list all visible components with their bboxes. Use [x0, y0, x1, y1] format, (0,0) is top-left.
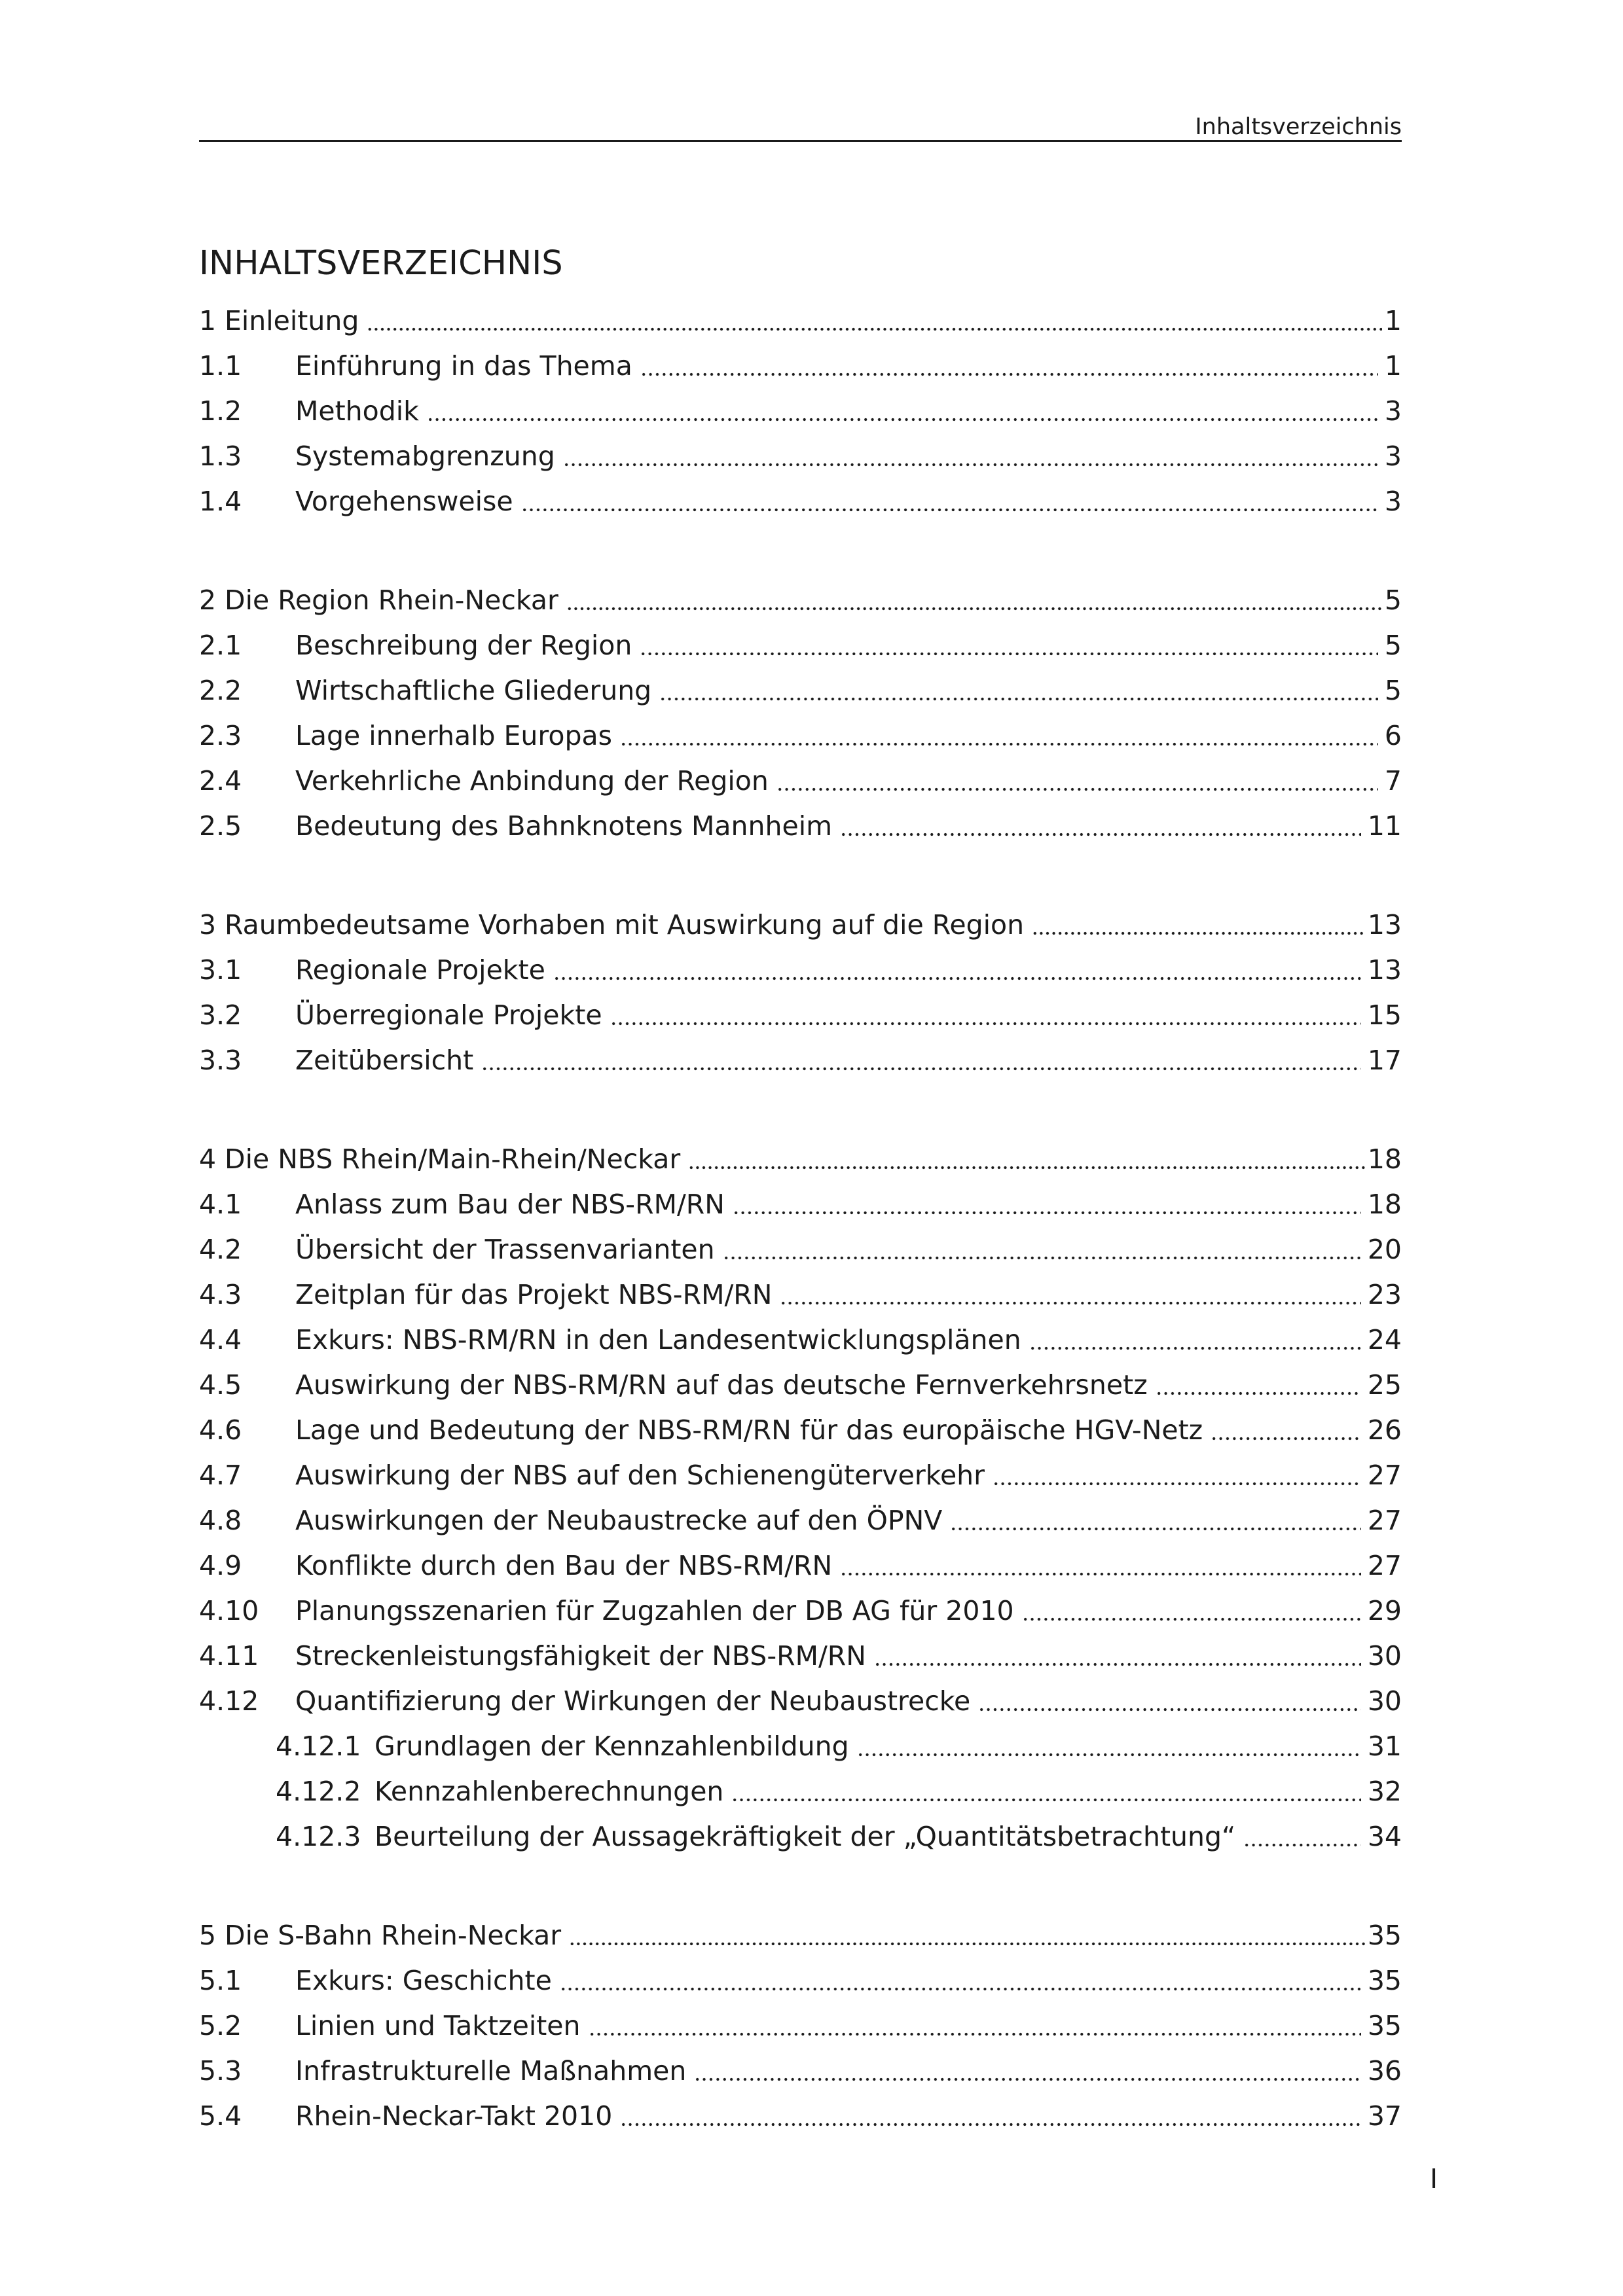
toc-entry-1-2: [199, 389, 1402, 434]
toc-entry-page: 5: [1384, 630, 1402, 661]
toc-entry-title: Linien und Taktzeiten: [295, 2010, 581, 2041]
toc-entry-page: 13: [1367, 909, 1402, 941]
toc-entry-page: 1: [1384, 305, 1402, 336]
dot-leader: [553, 948, 1361, 993]
toc-entry-1: [199, 298, 1402, 344]
toc-entry-3-1: [199, 948, 1402, 993]
toc-entry-number: 2.4: [199, 765, 242, 797]
toc-entry-title: Einführung in das Thema: [295, 350, 632, 382]
dot-leader: [1211, 1408, 1361, 1453]
toc-entry-number: 3.2: [199, 999, 242, 1031]
toc-entry-number: 4.11: [199, 1640, 259, 1672]
toc-entry-5-4: [199, 2094, 1402, 2139]
dot-leader: [589, 2003, 1361, 2049]
toc-entry-number: 1.3: [199, 440, 242, 472]
toc-entry-page: 24: [1367, 1324, 1402, 1355]
toc-entry-number: 3.1: [199, 954, 242, 986]
toc-chapter-4: [199, 1137, 1402, 1859]
toc-entry-2-5: [199, 804, 1402, 849]
toc-entry-number: 4: [199, 1143, 217, 1175]
toc-entry-page: 35: [1367, 1965, 1402, 1996]
toc-entry-title: Überregionale Projekte: [295, 999, 602, 1031]
dot-leader: [640, 344, 1378, 389]
toc-entry-3: [199, 903, 1402, 948]
toc-entry-page: 36: [1367, 2055, 1402, 2087]
toc-entry-page: 17: [1367, 1045, 1402, 1076]
dot-leader: [610, 993, 1361, 1038]
toc-entry-title: Die S-Bahn Rhein-Neckar: [225, 1920, 562, 1951]
toc-entry-5-2: [199, 2003, 1402, 2049]
toc-entry-number: 4.8: [199, 1505, 242, 1536]
toc-entry-title: Beurteilung der Aussagekräftigkeit der „Quantitätsbetrachtung“: [374, 1821, 1236, 1852]
toc-entry-page: 37: [1367, 2100, 1402, 2132]
dot-leader: [874, 1634, 1361, 1679]
toc-entry-title: Konflikte durch den Bau der NBS-RM/RN: [295, 1550, 833, 1581]
toc-entry-number: 2: [199, 584, 217, 616]
dot-leader: [569, 1913, 1365, 1958]
toc-entry-4-3: [199, 1272, 1402, 1318]
dot-leader: [566, 578, 1382, 623]
table-of-contents: [199, 298, 1402, 2139]
toc-entry-number: 4.12.3: [276, 1821, 361, 1852]
toc-entry-4-11: [199, 1634, 1402, 1679]
toc-entry-title: Kennzahlenberechnungen: [374, 1776, 724, 1807]
toc-entry-number: 5.4: [199, 2100, 242, 2132]
toc-entry-title: Auswirkung der NBS auf den Schienengüterverkehr: [295, 1460, 985, 1491]
toc-entry-title: Quantifizierung der Wirkungen der Neubaustrecke: [295, 1685, 971, 1717]
dot-leader: [640, 623, 1378, 668]
toc-entry-number: 1.1: [199, 350, 242, 382]
dot-leader: [857, 1724, 1361, 1769]
toc-entry-title: Lage und Bedeutung der NBS-RM/RN für das europäische HGV-Netz: [295, 1414, 1203, 1446]
header-rule: [199, 140, 1402, 142]
dot-leader: [978, 1679, 1361, 1724]
dot-leader: [723, 1227, 1361, 1272]
toc-entry-5: [199, 1913, 1402, 1958]
toc-entry-1-4: [199, 479, 1402, 524]
dot-leader: [993, 1453, 1361, 1498]
toc-chapter-2: [199, 578, 1402, 849]
toc-entry-number: 5.1: [199, 1965, 242, 1996]
toc-entry-number: 4.5: [199, 1369, 242, 1401]
dot-leader: [1022, 1588, 1361, 1634]
toc-entry-5-1: [199, 1958, 1402, 2003]
toc-entry-4-2: [199, 1227, 1402, 1272]
toc-entry-title: Planungsszenarien für Zugzahlen der DB AG für 2010: [295, 1595, 1014, 1626]
toc-entry-page: 18: [1367, 1189, 1402, 1220]
dot-leader: [563, 434, 1378, 479]
toc-entry-page: 3: [1384, 440, 1402, 472]
toc-entry-page: 29: [1367, 1595, 1402, 1626]
toc-entry-4-12-2: [199, 1769, 1402, 1814]
toc-entry-4-8: [199, 1498, 1402, 1543]
page-number: I: [1430, 2163, 1438, 2195]
toc-entry-number: 3.3: [199, 1045, 242, 1076]
page-title: INHALTSVERZEICHNIS: [199, 244, 563, 283]
toc-entry-5-3: [199, 2049, 1402, 2094]
dot-leader: [780, 1272, 1360, 1318]
toc-entry-page: 6: [1384, 720, 1402, 751]
toc-entry-title: Raumbedeutsame Vorhaben mit Auswirkung auf die Region: [225, 909, 1025, 941]
toc-entry-page: 3: [1384, 395, 1402, 427]
toc-entry-page: 5: [1384, 675, 1402, 706]
toc-entry-page: 27: [1367, 1550, 1402, 1581]
toc-entry-4-10: [199, 1588, 1402, 1634]
toc-entry-title: Regionale Projekte: [295, 954, 545, 986]
toc-entry-4-12-1: [199, 1724, 1402, 1769]
toc-entry-page: 3: [1384, 486, 1402, 517]
toc-entry-title: Anlass zum Bau der NBS-RM/RN: [295, 1189, 725, 1220]
dot-leader: [688, 1137, 1365, 1182]
toc-entry-3-2: [199, 993, 1402, 1038]
dot-leader: [1032, 903, 1365, 948]
toc-entry-number: 4.12: [199, 1685, 259, 1717]
toc-entry-2: [199, 578, 1402, 623]
toc-entry-number: 4.10: [199, 1595, 259, 1626]
dot-leader: [1156, 1363, 1361, 1408]
toc-entry-number: 5.2: [199, 2010, 242, 2041]
toc-entry-page: 25: [1367, 1369, 1402, 1401]
dot-leader: [427, 389, 1378, 434]
dot-leader: [840, 1543, 1361, 1588]
toc-entry-number: 4.2: [199, 1234, 242, 1265]
toc-entry-2-1: [199, 623, 1402, 668]
toc-entry-number: 1.2: [199, 395, 242, 427]
dot-leader: [620, 713, 1378, 759]
toc-entry-number: 5.3: [199, 2055, 242, 2087]
toc-entry-4: [199, 1137, 1402, 1182]
dot-leader: [1029, 1318, 1361, 1363]
toc-entry-title: Verkehrliche Anbindung der Region: [295, 765, 769, 797]
dot-leader: [620, 2094, 1361, 2139]
toc-entry-page: 20: [1367, 1234, 1402, 1265]
toc-entry-number: 4.12.1: [276, 1731, 361, 1762]
toc-entry-title: Systemabgrenzung: [295, 440, 555, 472]
toc-entry-title: Infrastrukturelle Maßnahmen: [295, 2055, 687, 2087]
toc-entry-title: Zeitübersicht: [295, 1045, 474, 1076]
toc-entry-page: 34: [1367, 1821, 1402, 1852]
toc-entry-page: 18: [1367, 1143, 1402, 1175]
toc-entry-page: 35: [1367, 1920, 1402, 1951]
dot-leader: [694, 2049, 1360, 2094]
toc-entry-2-4: [199, 759, 1402, 804]
toc-entry-title: Wirtschaftliche Gliederung: [295, 675, 652, 706]
toc-entry-number: 2.1: [199, 630, 242, 661]
toc-chapter-1: [199, 298, 1402, 524]
toc-entry-4-1: [199, 1182, 1402, 1227]
toc-entry-4-12-3: [199, 1814, 1402, 1859]
toc-entry-number: 4.1: [199, 1189, 242, 1220]
toc-entry-4-4: [199, 1318, 1402, 1363]
toc-entry-number: 1: [199, 305, 217, 336]
dot-leader: [367, 298, 1382, 344]
toc-entry-title: Die NBS Rhein/Main-Rhein/Neckar: [225, 1143, 681, 1175]
dot-leader: [481, 1038, 1361, 1083]
toc-entry-1-1: [199, 344, 1402, 389]
dot-leader: [776, 759, 1378, 804]
toc-entry-title: Lage innerhalb Europas: [295, 720, 612, 751]
toc-entry-number: 2.2: [199, 675, 242, 706]
toc-entry-page: 30: [1367, 1685, 1402, 1717]
toc-entry-title: Grundlagen der Kennzahlenbildung: [374, 1731, 849, 1762]
toc-entry-title: Auswirkungen der Neubaustrecke auf den ÖPNV: [295, 1505, 943, 1536]
toc-chapter-3: [199, 903, 1402, 1083]
toc-entry-4-7: [199, 1453, 1402, 1498]
dot-leader: [560, 1958, 1361, 2003]
toc-entry-title: Beschreibung der Region: [295, 630, 632, 661]
toc-entry-title: Exkurs: NBS-RM/RN in den Landesentwicklungsplänen: [295, 1324, 1021, 1355]
toc-entry-page: 27: [1367, 1460, 1402, 1491]
toc-entry-number: 2.3: [199, 720, 242, 751]
toc-entry-number: 2.5: [199, 810, 242, 842]
toc-entry-number: 1.4: [199, 486, 242, 517]
toc-entry-title: Vorgehensweise: [295, 486, 513, 517]
toc-entry-page: 15: [1367, 999, 1402, 1031]
toc-entry-title: Streckenleistungsfähigkeit der NBS-RM/RN: [295, 1640, 866, 1672]
toc-entry-title: Einleitung: [225, 305, 359, 336]
toc-entry-page: 13: [1367, 954, 1402, 986]
dot-leader: [950, 1498, 1361, 1543]
toc-entry-page: 7: [1384, 765, 1402, 797]
dot-leader: [1243, 1814, 1361, 1859]
toc-entry-title: Die Region Rhein-Neckar: [225, 584, 558, 616]
toc-entry-title: Bedeutung des Bahnknotens Mannheim: [295, 810, 833, 842]
toc-entry-page: 31: [1367, 1731, 1402, 1762]
toc-entry-title: Methodik: [295, 395, 419, 427]
toc-entry-number: 4.3: [199, 1279, 242, 1310]
toc-entry-3-3: [199, 1038, 1402, 1083]
toc-entry-title: Rhein-Neckar-Takt 2010: [295, 2100, 613, 2132]
toc-entry-page: 23: [1367, 1279, 1402, 1310]
toc-chapter-5: [199, 1913, 1402, 2139]
toc-entry-number: 4.7: [199, 1460, 242, 1491]
running-header: Inhaltsverzeichnis: [1195, 114, 1402, 140]
toc-entry-4-12: [199, 1679, 1402, 1724]
toc-entry-number: 3: [199, 909, 217, 941]
toc-entry-page: 5: [1384, 584, 1402, 616]
dot-leader: [733, 1182, 1361, 1227]
toc-entry-4-9: [199, 1543, 1402, 1588]
toc-entry-title: Auswirkung der NBS-RM/RN auf das deutsche Fernverkehrsnetz: [295, 1369, 1148, 1401]
toc-entry-page: 35: [1367, 2010, 1402, 2041]
toc-entry-number: 4.12.2: [276, 1776, 361, 1807]
toc-entry-number: 4.4: [199, 1324, 242, 1355]
toc-entry-title: Zeitplan für das Projekt NBS-RM/RN: [295, 1279, 773, 1310]
toc-entry-4-5: [199, 1363, 1402, 1408]
dot-leader: [731, 1769, 1360, 1814]
toc-entry-page: 11: [1367, 810, 1402, 842]
toc-entry-page: 27: [1367, 1505, 1402, 1536]
dot-leader: [840, 804, 1361, 849]
dot-leader: [521, 479, 1378, 524]
toc-entry-1-3: [199, 434, 1402, 479]
toc-entry-title: Übersicht der Trassenvarianten: [295, 1234, 715, 1265]
toc-entry-page: 32: [1367, 1776, 1402, 1807]
toc-entry-number: 4.9: [199, 1550, 242, 1581]
toc-entry-page: 30: [1367, 1640, 1402, 1672]
toc-entry-number: 5: [199, 1920, 217, 1951]
toc-entry-2-2: [199, 668, 1402, 713]
toc-entry-2-3: [199, 713, 1402, 759]
toc-entry-title: Exkurs: Geschichte: [295, 1965, 552, 1996]
toc-entry-4-6: [199, 1408, 1402, 1453]
dot-leader: [659, 668, 1378, 713]
toc-entry-page: 26: [1367, 1414, 1402, 1446]
toc-entry-page: 1: [1384, 350, 1402, 382]
toc-entry-number: 4.6: [199, 1414, 242, 1446]
